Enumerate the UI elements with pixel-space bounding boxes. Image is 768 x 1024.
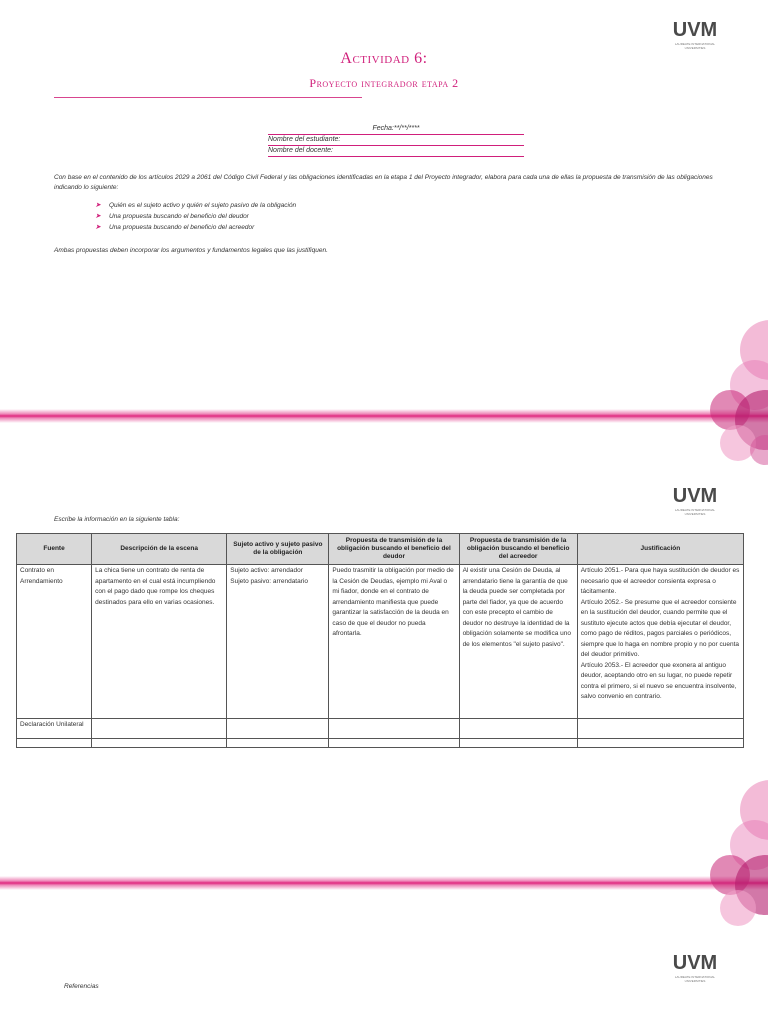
logo-word: UVM: [672, 485, 718, 507]
arrow-bullet-icon: ➤: [95, 213, 101, 220]
table-cell[interactable]: Artículo 2051.- Para que haya sustitución de deudor es necesario que el acreedor consienta expresa o tácitamente. Artículo 2052.- Se presume que el acreedor consiente en la sustitución del deudor, cuando permite que el sustituto ejecute actos que debía ejecutar el deudor, como pago de réditos, pagos parciales o periódicos, siempre que lo haga en nombre propio y no por cuenta del deudor primitivo. Artículo 2053.- El acreedor que exonera al antiguo deudor, aceptando otro en su lugar, no puede repetir contra el primero, si el nuevo se encuentra insolvente, salvo convenio en contrario.: [577, 565, 743, 719]
decorative-circles: [690, 780, 768, 930]
column-header: Fuente: [17, 534, 92, 565]
table-cell[interactable]: [329, 719, 459, 739]
page-subtitle: Proyecto integrador etapa 2: [309, 76, 459, 90]
table-cell[interactable]: [577, 719, 743, 739]
instructions-closing: Ambas propuestas deben incorporar los argumentos y fundamentos legales que las justifiquen.: [54, 247, 328, 254]
table-cell[interactable]: [329, 739, 459, 748]
teacher-name-field[interactable]: Nombre del docente:: [268, 146, 524, 157]
title-divider: [54, 97, 362, 98]
table-caption: Escribe la información en la siguiente tabla:: [54, 516, 180, 523]
table-cell[interactable]: [577, 739, 743, 748]
table-cell[interactable]: [459, 739, 577, 748]
table-cell[interactable]: [92, 719, 227, 739]
uvm-logo-bottom: [670, 953, 720, 981]
logo-word: UVM: [672, 952, 718, 974]
table-header-row: [17, 534, 744, 565]
column-header: Propuesta de transmisión de la obligación buscando el beneficio del deudor: [329, 534, 459, 565]
column-header: Propuesta de transmisión de la obligación buscando el beneficio del acreedor: [459, 534, 577, 565]
table-cell[interactable]: Puedo trasmitir la obligación por medio de la Cesión de Deudas, ejemplo mi Aval o mi fiador, donde en el contrato de arrendamiento manifiesta que puede garantizar la satisfacción de la deuda en caso de que el deudor no pueda afrontarla.: [329, 565, 459, 719]
table-cell[interactable]: Contrato en Arrendamiento: [17, 565, 92, 719]
table-cell[interactable]: Declaración Unilateral: [17, 719, 92, 739]
table-cell[interactable]: [227, 739, 329, 748]
bullet-text: Una propuesta buscando el beneficio del deudor: [109, 213, 249, 220]
table-row: [17, 719, 744, 739]
table-cell[interactable]: [459, 719, 577, 739]
table-row: [17, 565, 744, 719]
column-header: Descripción de la escena: [92, 534, 227, 565]
logo-word: UVM: [672, 19, 718, 41]
table-cell[interactable]: Al existir una Cesión de Deuda, al arrendatario tiene la garantía de que la deuda puede ser completada por parte del fiador, ya que de acuerdo con este precepto el cambio de deudor no destruye la identidad de la obligación solamente se modifica uno de los elementos "el sujeto pasivo".: [459, 565, 577, 719]
logo-tagline: LAUREATE INTERNATIONAL UNIVERSITIES: [674, 975, 716, 983]
list-item: [95, 211, 495, 222]
decorative-circles: [690, 320, 768, 470]
instructions-list: [95, 200, 495, 233]
arrow-bullet-icon: ➤: [95, 202, 101, 209]
column-header: Sujeto activo y sujeto pasivo de la obligación: [227, 534, 329, 565]
bullet-text: Una propuesta buscando el beneficio del acreedor: [109, 224, 255, 231]
instructions-intro: Con base en el contenido de los artículos 2029 a 2061 del Código Civil Federal y las obligaciones identificadas en la etapa 1 del Proyecto integrador, elabora para cada una de ellas la propuesta de transmisión de las obligaciones indicando lo siguiente:: [54, 174, 713, 191]
data-table: [16, 533, 744, 748]
logo-tagline: LAUREATE INTERNATIONAL UNIVERSITIES: [674, 42, 716, 50]
uvm-logo-top: [670, 20, 720, 48]
list-item: [95, 222, 495, 233]
decorative-stripe: [0, 876, 768, 890]
logo-tagline: LAUREATE INTERNATIONAL UNIVERSITIES: [674, 508, 716, 516]
table-row: [17, 739, 744, 748]
decorative-stripe: [0, 409, 768, 423]
student-name-field[interactable]: Nombre del estudiante:: [268, 135, 524, 146]
table-cell[interactable]: [227, 719, 329, 739]
table-cell[interactable]: Sujeto activo: arrendador Sujeto pasivo: arrendatario: [227, 565, 329, 719]
table-cell[interactable]: [92, 739, 227, 748]
date-field[interactable]: Fecha:**/**/****: [268, 124, 524, 135]
arrow-bullet-icon: ➤: [95, 224, 101, 231]
table-cell[interactable]: La chica tiene un contrato de renta de apartamento en el cual está incumpliendo con el pago dado que rompe los cheques destinados para ello en varias ocasiones.: [92, 565, 227, 719]
references-label: Referencias: [64, 983, 99, 990]
column-header: Justificación: [577, 534, 743, 565]
uvm-logo-middle: [670, 486, 720, 514]
page-title: Actividad 6:: [340, 50, 428, 67]
list-item: [95, 200, 495, 211]
bullet-text: Quién es el sujeto activo y quién el sujeto pasivo de la obligación: [109, 202, 297, 209]
table-cell[interactable]: [17, 739, 92, 748]
